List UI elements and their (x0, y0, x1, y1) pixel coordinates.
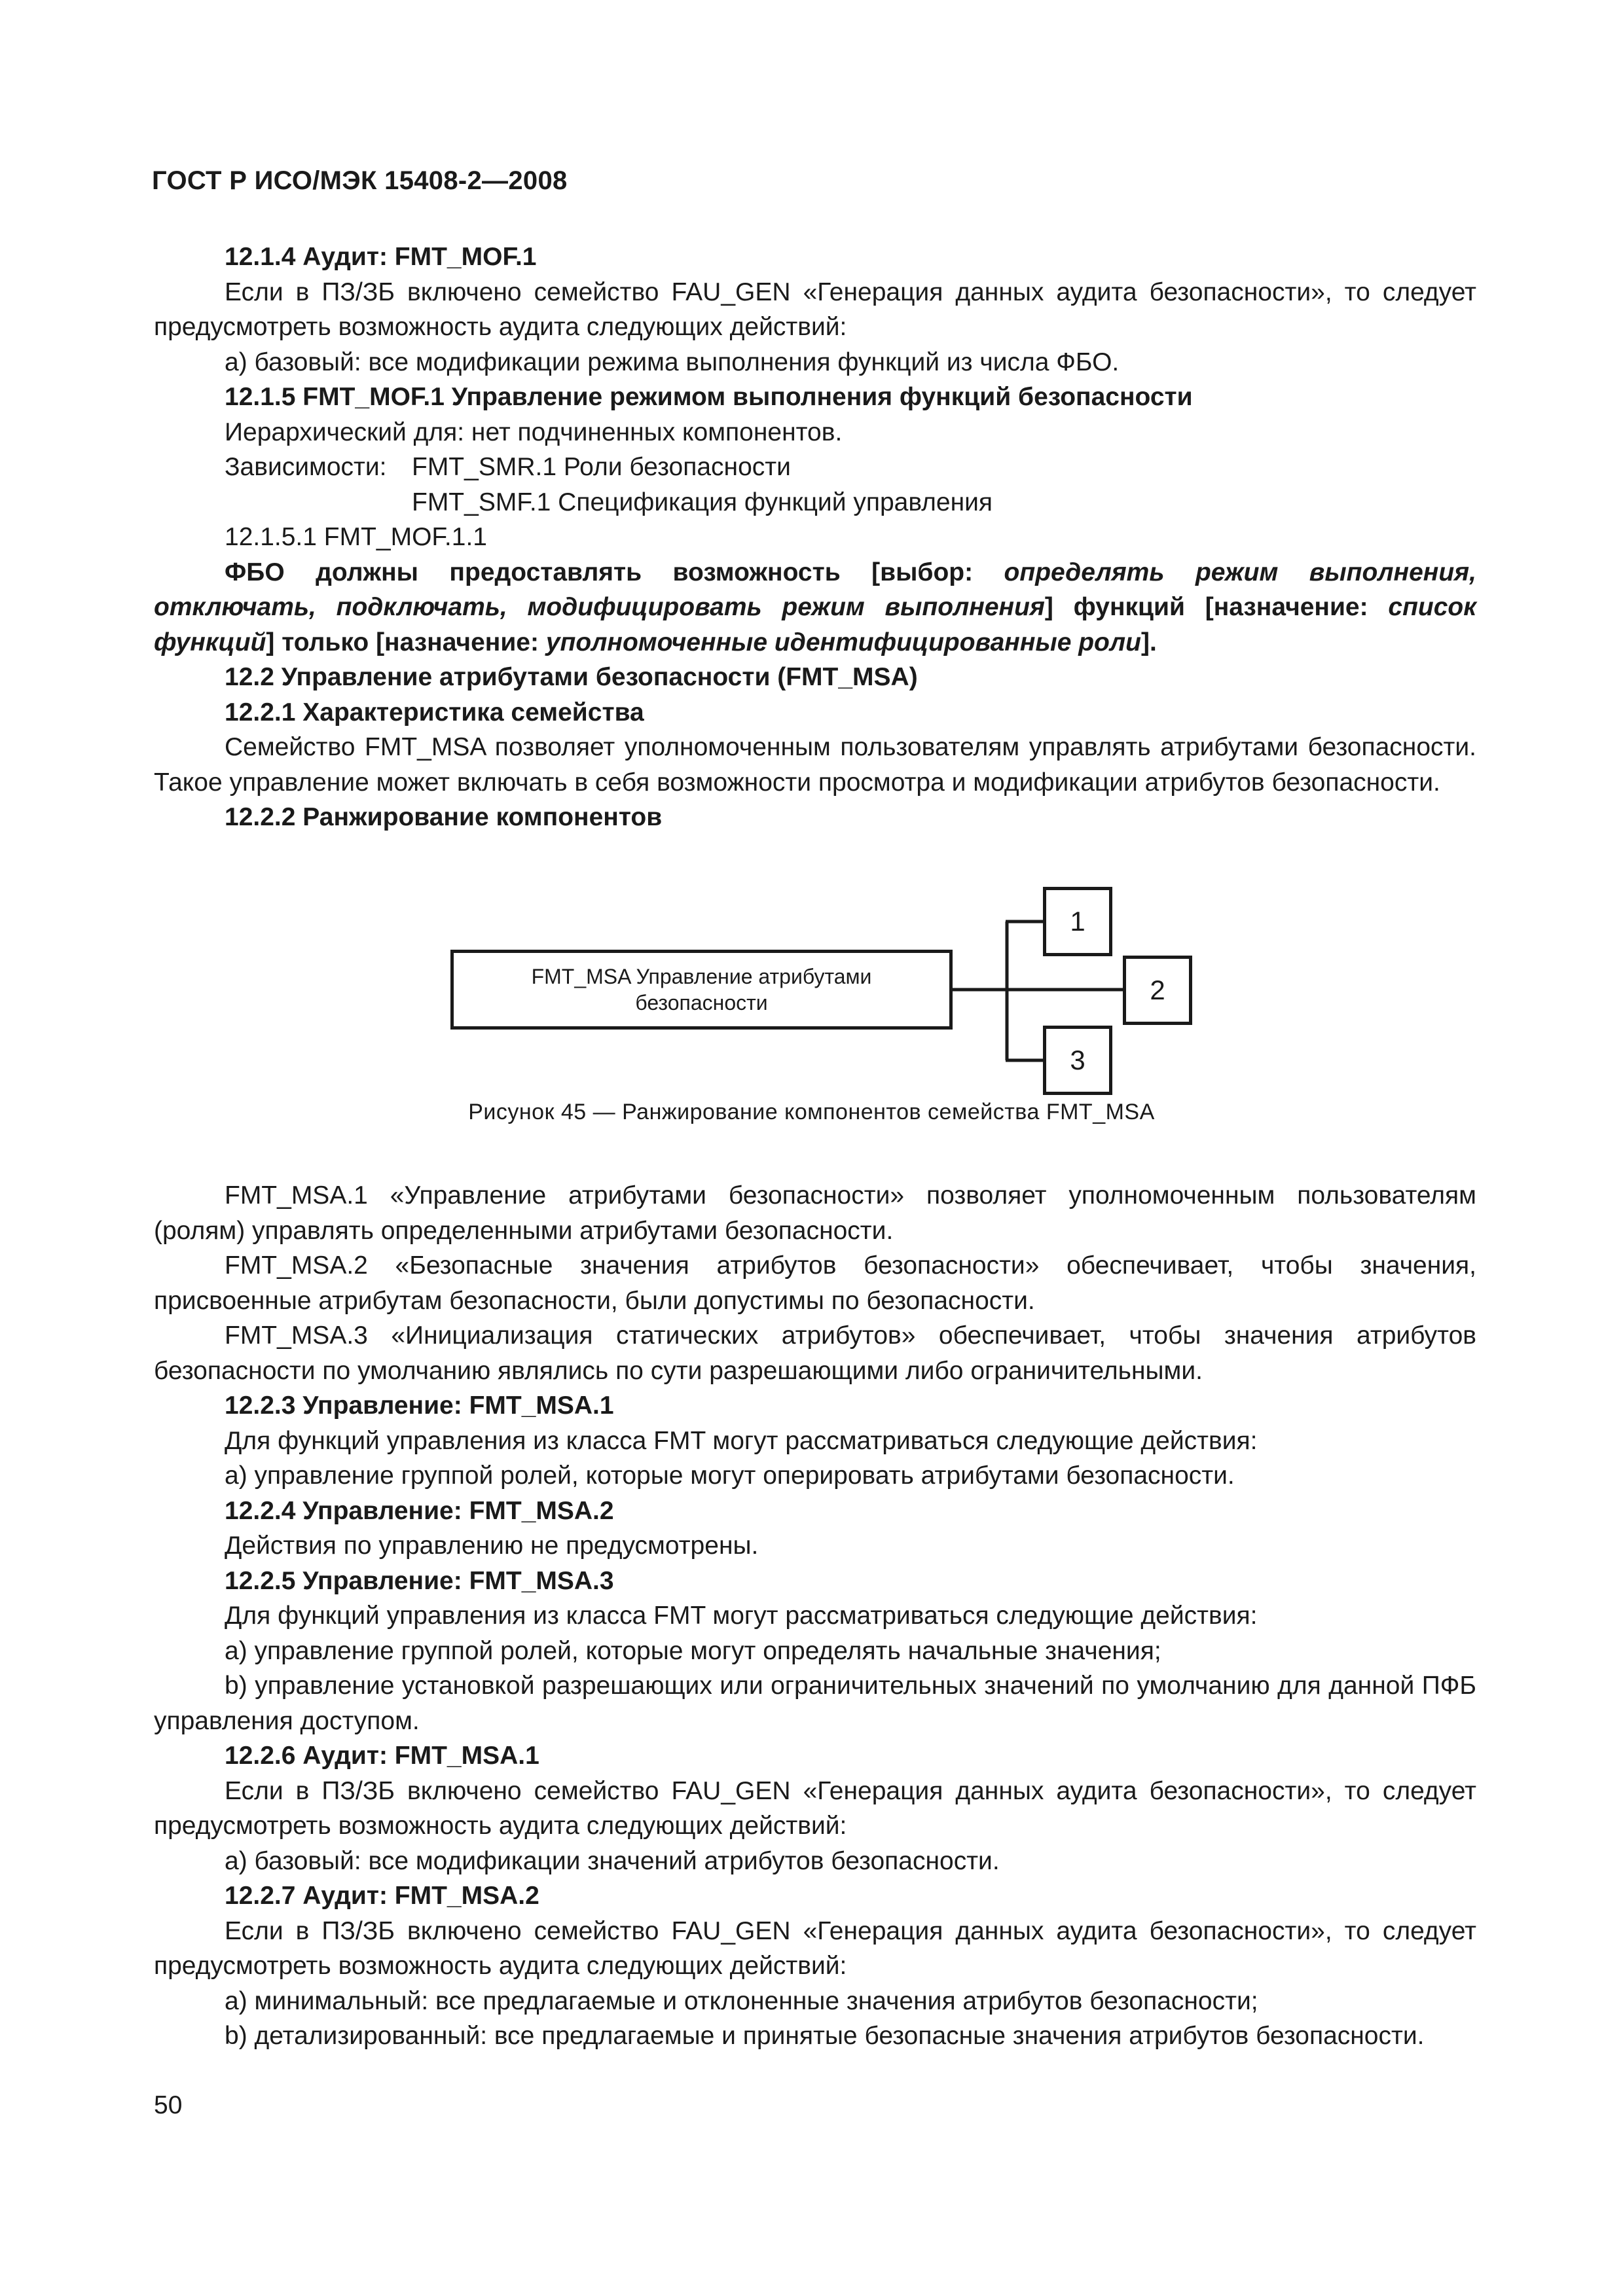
element-statement (154, 555, 1476, 660)
section-heading: 12.2.5 Управление: FMT_MSA.3 (225, 1566, 614, 1595)
paragraph: Если в ПЗ/ЗБ включено семейство FAU_GEN «Генерация данных аудита безопасности», то следует предусмотреть возможность аудита следующих действий: (154, 278, 1476, 341)
list-item: b) управление установкой разрешающих или ограничительных значений по умолчанию для данной ПФБ управления доступом. (154, 1672, 1476, 1735)
paragraph: FMT_MSA.1 «Управление атрибутами безопасности» позволяет уполномоченным пользователям (ролям) управлять определенными атрибутами безопасности. (154, 1181, 1476, 1245)
list-item: a) базовый: все модификации значений атрибутов безопасности. (225, 1846, 1000, 1875)
paragraph: Для функций управления из класса FMT могут рассматриваться следующие действия: (225, 1426, 1258, 1455)
element-assignment: список функций (154, 593, 1476, 656)
document-header: ГОСТ Р ИСО/МЭК 15408-2—2008 (152, 166, 568, 195)
hierarchy-line: Иерархический для: нет подчиненных компонентов. (225, 418, 843, 446)
dependencies-line (154, 450, 1476, 485)
element-id: 12.1.5.1 FMT_MOF.1.1 (225, 523, 487, 551)
list-item: b) детализированный: все предлагаемые и принятые безопасные значения атрибутов безопасности. (225, 2022, 1425, 2050)
section-heading: 12.2.3 Управление: FMT_MSA.1 (225, 1391, 614, 1420)
paragraph: Если в ПЗ/ЗБ включено семейство FAU_GEN «Генерация данных аудита безопасности», то следует предусмотреть возможность аудита следующих действий: (154, 1776, 1476, 1840)
section-heading: 12.1.4 Аудит: FMT_MOF.1 (225, 243, 537, 271)
element-text: ]. (1140, 628, 1157, 656)
family-box (450, 950, 953, 1030)
section-heading: 12.2.7 Аудит: FMT_MSA.2 (225, 1882, 539, 1910)
family-box-label: FMT_MSA Управление атрибутами (531, 965, 872, 988)
list-item: a) управление группой ролей, которые могут определять начальные значения; (225, 1636, 1161, 1665)
body-text-lower (154, 1178, 1476, 2054)
paragraph: Действия по управлению не предусмотрены. (225, 1532, 759, 1560)
component-box-2: 2 (1123, 956, 1192, 1025)
family-box-label: безопасности (635, 991, 768, 1014)
paragraph: Если в ПЗ/ЗБ включено семейство FAU_GEN «Генерация данных аудита безопасности», то следует предусмотреть возможность аудита следующих действий: (154, 1916, 1476, 1980)
component-box-1: 1 (1043, 887, 1112, 956)
component-box-3: 3 (1043, 1026, 1112, 1095)
section-heading: 12.2.2 Ранжирование компонентов (225, 803, 663, 831)
paragraph: FMT_MSA.3 «Инициализация статических атрибутов» обеспечивает, чтобы значения атрибутов безопасности по умолчанию являлись по сути разрешающими либо ограничительными. (154, 1321, 1476, 1385)
section-heading: 12.2.1 Характеристика семейства (225, 698, 644, 726)
element-text: ] только [назначение: (266, 628, 546, 656)
paragraph: FMT_MSA.2 «Безопасные значения атрибутов безопасности» обеспечивает, чтобы значения, присвоенные атрибутам безопасности, были допустимы по безопасности. (154, 1251, 1476, 1315)
dependencies-label: Зависимости: (225, 453, 387, 481)
section-heading: 12.2 Управление атрибутами безопасности (FMT_MSA) (225, 663, 918, 691)
section-heading: 12.1.5 FMT_MOF.1 Управление режимом выполнения функций безопасности (225, 383, 1193, 411)
element-text: ФБО должны предоставлять возможность [выбор: (225, 558, 1004, 586)
section-heading: 12.2.6 Аудит: FMT_MSA.1 (225, 1742, 539, 1770)
list-item: a) управление группой ролей, которые могут оперировать атрибутами безопасности. (225, 1462, 1235, 1490)
page-number: 50 (154, 2091, 183, 2119)
paragraph: Для функций управления из класса FMT могут рассматриваться следующие действия: (225, 1602, 1258, 1630)
section-heading: 12.2.4 Управление: FMT_MSA.2 (225, 1496, 614, 1525)
dependency-item: FMT_SMF.1 Спецификация функций управления (412, 488, 993, 516)
figure-caption: Рисунок 45 — Ранжирование компонентов семейства FMT_MSA (468, 1100, 1155, 1124)
element-assignment: уполномоченные идентифицированные роли (545, 628, 1141, 656)
element-text: ] функций [назначение: (1044, 593, 1389, 621)
list-item: a) минимальный: все предлагаемые и отклоненные значения атрибутов безопасности; (225, 1986, 1258, 2015)
body-text-upper (154, 240, 1476, 835)
element-selection: определять режим выполнения, отключать, подключать, модифицировать режим выполнения (154, 558, 1476, 621)
list-item: a) базовый: все модификации режима выполнения функций из числа ФБО. (225, 348, 1120, 376)
dependency-item: FMT_SMR.1 Роли безопасности (412, 453, 791, 481)
paragraph: Семейство FMT_MSA позволяет уполномоченным пользователям управлять атрибутами безопасности. Такое управление может включать в себя возможности просмотра и модификации атрибутов безопасности. (154, 733, 1476, 797)
